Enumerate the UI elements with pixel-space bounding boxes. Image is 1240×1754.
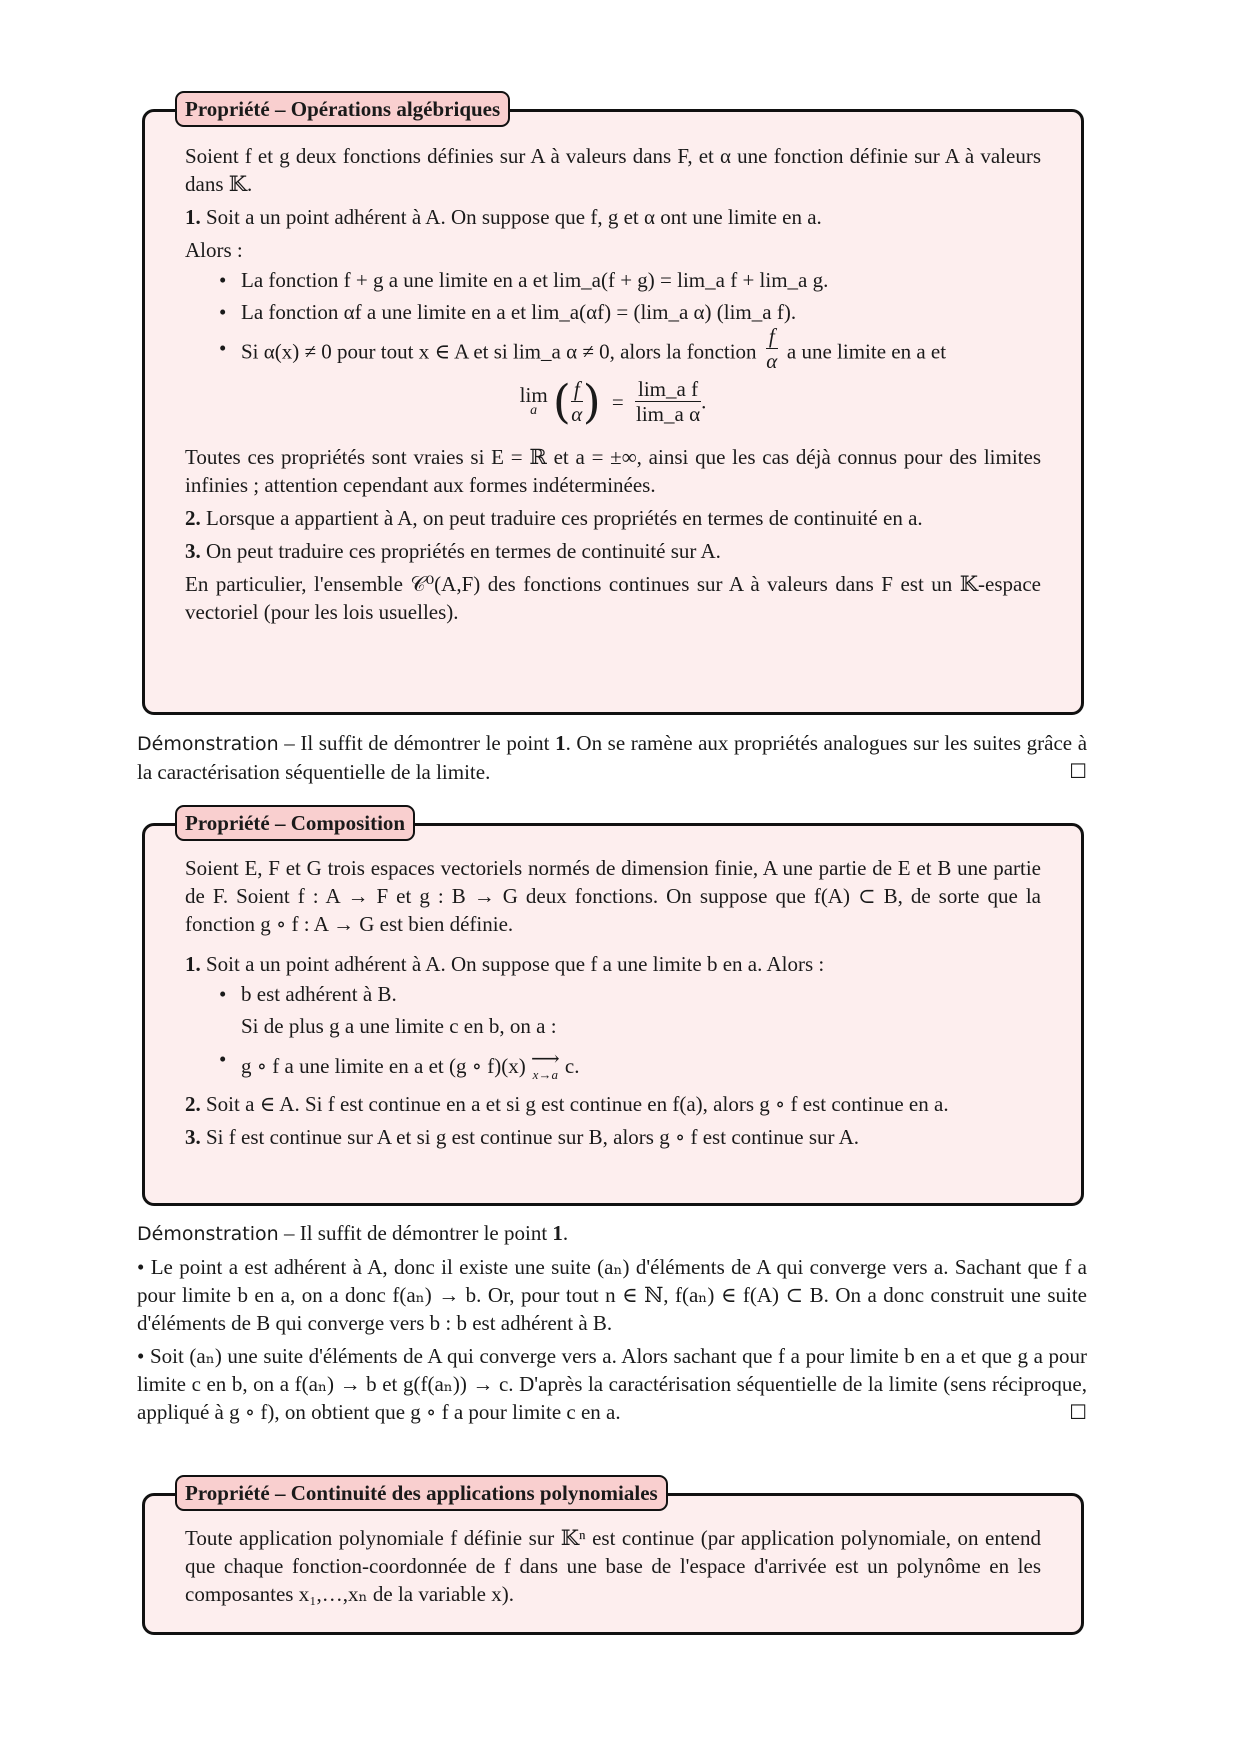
list-item xyxy=(217,298,1041,326)
item-text: Lorsque a appartient à A, on peut traduire ces propriétés en termes de continuité en a. xyxy=(206,506,923,530)
qed-square-icon: ☐ xyxy=(1069,759,1087,783)
bullet-icon: • xyxy=(219,982,227,1006)
item-number: 2. xyxy=(185,506,201,530)
demonstration-1 xyxy=(137,729,1087,786)
item-2 xyxy=(185,504,1041,532)
demonstration-paragraph: • Soit (aₙ) une suite d'éléments de A qui converge vers a. Alors sachant que f a pour limite b en a et que g a pour limite c en b, on a f(aₙ) → b et g(f(aₙ)) → c. D'après la caractérisation séquentielle de la limite (sens réciproque, appliqué à g ∘ f), on obtient que g ∘ f a pour limite c en a. xyxy=(137,1344,1087,1424)
inline-fraction xyxy=(766,324,778,373)
fraction-numerator: lim_a f xyxy=(635,377,701,402)
period: . xyxy=(701,389,707,414)
item-number: 1. xyxy=(185,205,201,229)
equals-sign: = xyxy=(611,389,624,414)
bullet-icon: • xyxy=(219,300,227,324)
fraction-denominator: lim_a α xyxy=(636,402,701,426)
bullet-list xyxy=(185,1045,1041,1080)
item-text: On peut traduire ces propriétés en termes de continuité sur A. xyxy=(206,539,721,563)
list-item-text: La fonction f + g a une limite en a et lim_a(f + g) = lim_a f + lim_a g. xyxy=(241,268,829,292)
property-title: Propriété – Composition xyxy=(175,805,415,841)
item-text: Soit a un point adhérent à A. On suppose que f, g et α ont une limite en a. xyxy=(206,205,822,229)
fraction-denominator: α xyxy=(766,349,778,373)
bullet-icon: • xyxy=(219,336,227,360)
property-body xyxy=(185,142,1041,631)
list-item xyxy=(217,266,1041,294)
fraction-numerator: f xyxy=(571,377,583,402)
property-title: Propriété – Continuité des applications polynomiales xyxy=(175,1475,668,1511)
sub-paragraph: Si de plus g a une limite c en b, on a : xyxy=(241,1014,557,1038)
list-item-text: c. xyxy=(564,1054,580,1078)
demonstration-2 xyxy=(137,1219,1087,1426)
list-item-text: La fonction αf a une limite en a et lim_a(αf) = (lim_a α) (lim_a f). xyxy=(241,300,797,324)
item-number: 2. xyxy=(185,1092,201,1116)
separator: – xyxy=(278,1221,300,1245)
bullet-list xyxy=(185,980,1041,1008)
item-1 xyxy=(185,203,1041,231)
property-box-polynomial-continuity xyxy=(142,1481,1084,1635)
lim-subscript: a xyxy=(530,402,538,418)
arrow-subscript: x→a xyxy=(532,1067,558,1082)
lim-label: lim xyxy=(519,382,548,407)
paragraph: Toute application polynomiale f définie sur 𝕂ⁿ est continue (par application polynomiale, on entend que chaque fonction-coordonnée de f dans une base de l'espace d'arrivée est un polynôme en les composantes x₁,…,xₙ de la variable x). xyxy=(185,1526,1041,1606)
list-item xyxy=(217,980,1041,1008)
property-box-composition xyxy=(142,811,1084,1206)
bullet-icon: • xyxy=(219,1047,227,1071)
item-number: 1. xyxy=(185,952,201,976)
paragraph: Alors : xyxy=(185,238,243,262)
item-1 xyxy=(185,950,1041,978)
item-3 xyxy=(185,1123,1041,1151)
limit-formula xyxy=(185,374,1041,435)
list-item-text: b est adhérent à B. xyxy=(241,982,397,1006)
property-title: Propriété – Opérations algébriques xyxy=(175,91,510,127)
paragraph: Soient f et g deux fonctions définies sur A à valeurs dans F, et α une fonction définie sur A à valeurs dans 𝕂. xyxy=(185,144,1041,196)
item-text: Si f est continue sur A et si g est continue sur B, alors g ∘ f est continue sur A. xyxy=(206,1125,860,1149)
property-box-algebraic-operations xyxy=(142,97,1084,715)
item-number: 3. xyxy=(185,1125,201,1149)
limit-arrow xyxy=(530,1048,560,1083)
inner-fraction xyxy=(571,377,583,426)
demonstration-intro xyxy=(137,1219,1087,1248)
list-item-text: a une limite en a et xyxy=(786,339,947,364)
demonstration-text: . On se ramène aux propriétés analogues sur les suites grâce à la caractérisation séquentielle de la limite. xyxy=(137,731,1088,784)
demonstration-label: Démonstration xyxy=(137,1223,279,1245)
fraction-numerator: f xyxy=(766,324,778,349)
demonstration-label: Démonstration xyxy=(137,733,279,755)
list-item xyxy=(217,1045,1041,1080)
item-text: Soit a ∈ A. Si f est continue en a et si g est continue en f(a), alors g ∘ f est continue en a. xyxy=(206,1092,949,1116)
list-item-text: Si α(x) ≠ 0 pour tout x ∈ A et si lim_a α ≠ 0, alors la fonction xyxy=(241,339,757,364)
paragraph: En particulier, l'ensemble 𝒞⁰(A,F) des fonctions continues sur A à valeurs dans F est un 𝕂-espace vectoriel (pour les lois usuelles). xyxy=(185,572,1041,624)
demonstration-text: Il suffit de démontrer le point xyxy=(300,731,556,755)
left-paren: ( xyxy=(552,374,571,429)
item-3 xyxy=(185,537,1041,565)
item-text: Soit a un point adhérent à A. On suppose que f a une limite b en a. Alors : xyxy=(206,952,825,976)
item-2 xyxy=(185,1090,1041,1118)
bullet-list xyxy=(185,266,1041,373)
rhs-fraction xyxy=(635,377,701,426)
list-item xyxy=(217,324,1041,373)
property-body xyxy=(185,854,1041,1156)
paragraph: Toutes ces propriétés sont vraies si E = ℝ et a = ±∞, ainsi que les cas déjà connus pour des limites infinies ; attention cependant aux formes indéterminées. xyxy=(185,445,1041,497)
right-paren: ) xyxy=(582,374,601,429)
qed-square-icon: ☐ xyxy=(1069,1400,1087,1424)
lim-operator xyxy=(519,382,548,418)
demonstration-text: Il suffit de démontrer le point xyxy=(299,1221,553,1245)
fraction-denominator: α xyxy=(571,402,583,426)
item-number: 3. xyxy=(185,539,201,563)
demonstration-text: . xyxy=(562,1221,569,1245)
property-body xyxy=(185,1524,1041,1613)
bullet-icon: • xyxy=(219,268,227,292)
paragraph: Soient E, F et G trois espaces vectoriels normés de dimension finie, A une partie de E et B une partie de F. Soient f : A → F et g : B → G deux fonctions. On suppose que f(A) ⊂ B, de sorte que la fonction g ∘ f : A → G est bien définie. xyxy=(185,856,1041,936)
arrow-icon: ⟶ xyxy=(530,1048,560,1070)
demonstration-paragraph: • Le point a est adhérent à A, donc il existe une suite (aₙ) d'éléments de A qui converge vers a. Sachant que f a pour limite b en a, on a donc f(aₙ) → b. Or, pour tout n ∈ ℕ, f(aₙ) ∈ f(A) ⊂ B. On a donc construit une suite d'éléments de B qui converge vers b : b est adhérent à B. xyxy=(137,1255,1087,1335)
point-number: 1 xyxy=(552,1221,563,1245)
list-item-text: g ∘ f a une limite en a et (g ∘ f)(x) xyxy=(241,1054,526,1078)
separator: – xyxy=(278,731,301,755)
point-number: 1 xyxy=(555,731,566,755)
